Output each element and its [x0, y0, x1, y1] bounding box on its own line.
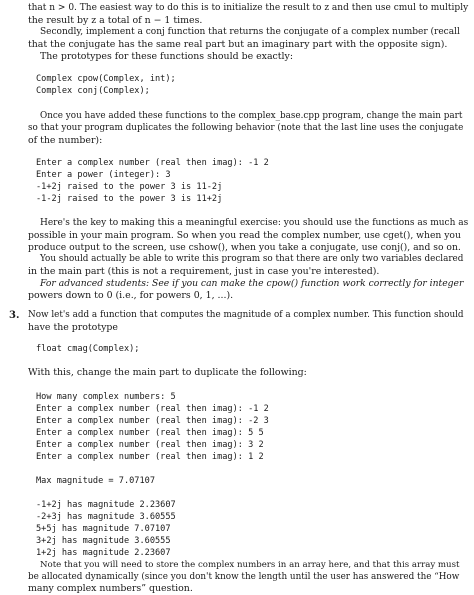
code-line: 3+2j has magnitude 3.60555	[36, 536, 171, 546]
text-line: You should actually be able to write this program so that there are only two variables declared	[40, 254, 464, 264]
text-line: be allocated dynamically (since you don't know the length until the user has answered the “How	[28, 572, 460, 582]
text-line: Here's the key to making this a meaningful exercise: you should use the functions as much as	[40, 218, 469, 228]
code-line: -1+2j has magnitude 2.23607	[36, 500, 176, 510]
code-line: Complex cpow(Complex, int);	[36, 74, 176, 84]
text-line: powers down to 0 (i.e., for powers 0, 1, ...).	[28, 290, 234, 301]
text-line: Note that you will need to store the complex numbers in an array here, and that this array must	[40, 560, 460, 570]
text-line: Once you have added these functions to the complex_base.cpp program, change the main part	[40, 111, 463, 121]
text-line: The prototypes for these functions should be exactly:	[40, 51, 294, 62]
code-line: Enter a complex number (real then imag): 3 2	[36, 440, 264, 450]
text-line: Now let's add a function that computes the magnitude of a complex number. This function should	[28, 310, 464, 320]
code-line: Enter a complex number (real then imag): -1 2	[36, 158, 269, 168]
code-line: Enter a complex number (real then imag): 5 5	[36, 428, 264, 438]
text-line: produce output to the screen, use cshow(), when you take a conjugate, use conj(), and so on.	[28, 242, 461, 253]
text-line: in the main part (this is not a requirement, just in case you're interested).	[28, 266, 380, 277]
item-number: 3.	[9, 310, 20, 321]
code-line: Max magnitude = 7.07107	[36, 476, 155, 486]
code-line: float cmag(Complex);	[36, 344, 140, 354]
text-line: that the conjugate has the same real part but an imaginary part with the opposite sign).	[28, 39, 448, 50]
text-line: possible in your main program. So when you read the complex number, use cget(), when you	[28, 230, 461, 241]
code-line: -2+3j has magnitude 3.60555	[36, 512, 176, 522]
text-line: that n > 0. The easiest way to do this is to initialize the result to z and then use cmul to multiply	[28, 3, 469, 13]
code-line: Enter a complex number (real then imag): -2 3	[36, 416, 269, 426]
text-line: so that your program duplicates the following behavior (note that the last line uses the conjugate	[28, 123, 464, 133]
text-line: have the prototype	[28, 322, 118, 333]
text-line: the result by z a total of n − 1 times.	[28, 15, 203, 26]
text-line: many complex numbers” question.	[28, 583, 193, 594]
code-line: -1+2j raised to the power 3 is 11-2j	[36, 182, 223, 192]
code-line: 5+5j has magnitude 7.07107	[36, 524, 171, 534]
code-line: 1+2j has magnitude 2.23607	[36, 548, 171, 558]
text-line: of the number):	[28, 135, 103, 146]
text-line: Secondly, implement a conj function that returns the conjugate of a complex number (recall	[40, 27, 460, 37]
text-line: For advanced students: See if you can make the cpow() function work correctly for integer	[40, 278, 464, 289]
code-line: Complex conj(Complex);	[36, 86, 150, 96]
code-line: Enter a complex number (real then imag): 1 2	[36, 452, 264, 462]
code-line: Enter a power (integer): 3	[36, 170, 171, 180]
text-line: With this, change the main part to duplicate the following:	[28, 367, 307, 378]
code-line: -1-2j raised to the power 3 is 11+2j	[36, 194, 223, 204]
code-line: Enter a complex number (real then imag): -1 2	[36, 404, 269, 414]
code-line: How many complex numbers: 5	[36, 392, 176, 402]
